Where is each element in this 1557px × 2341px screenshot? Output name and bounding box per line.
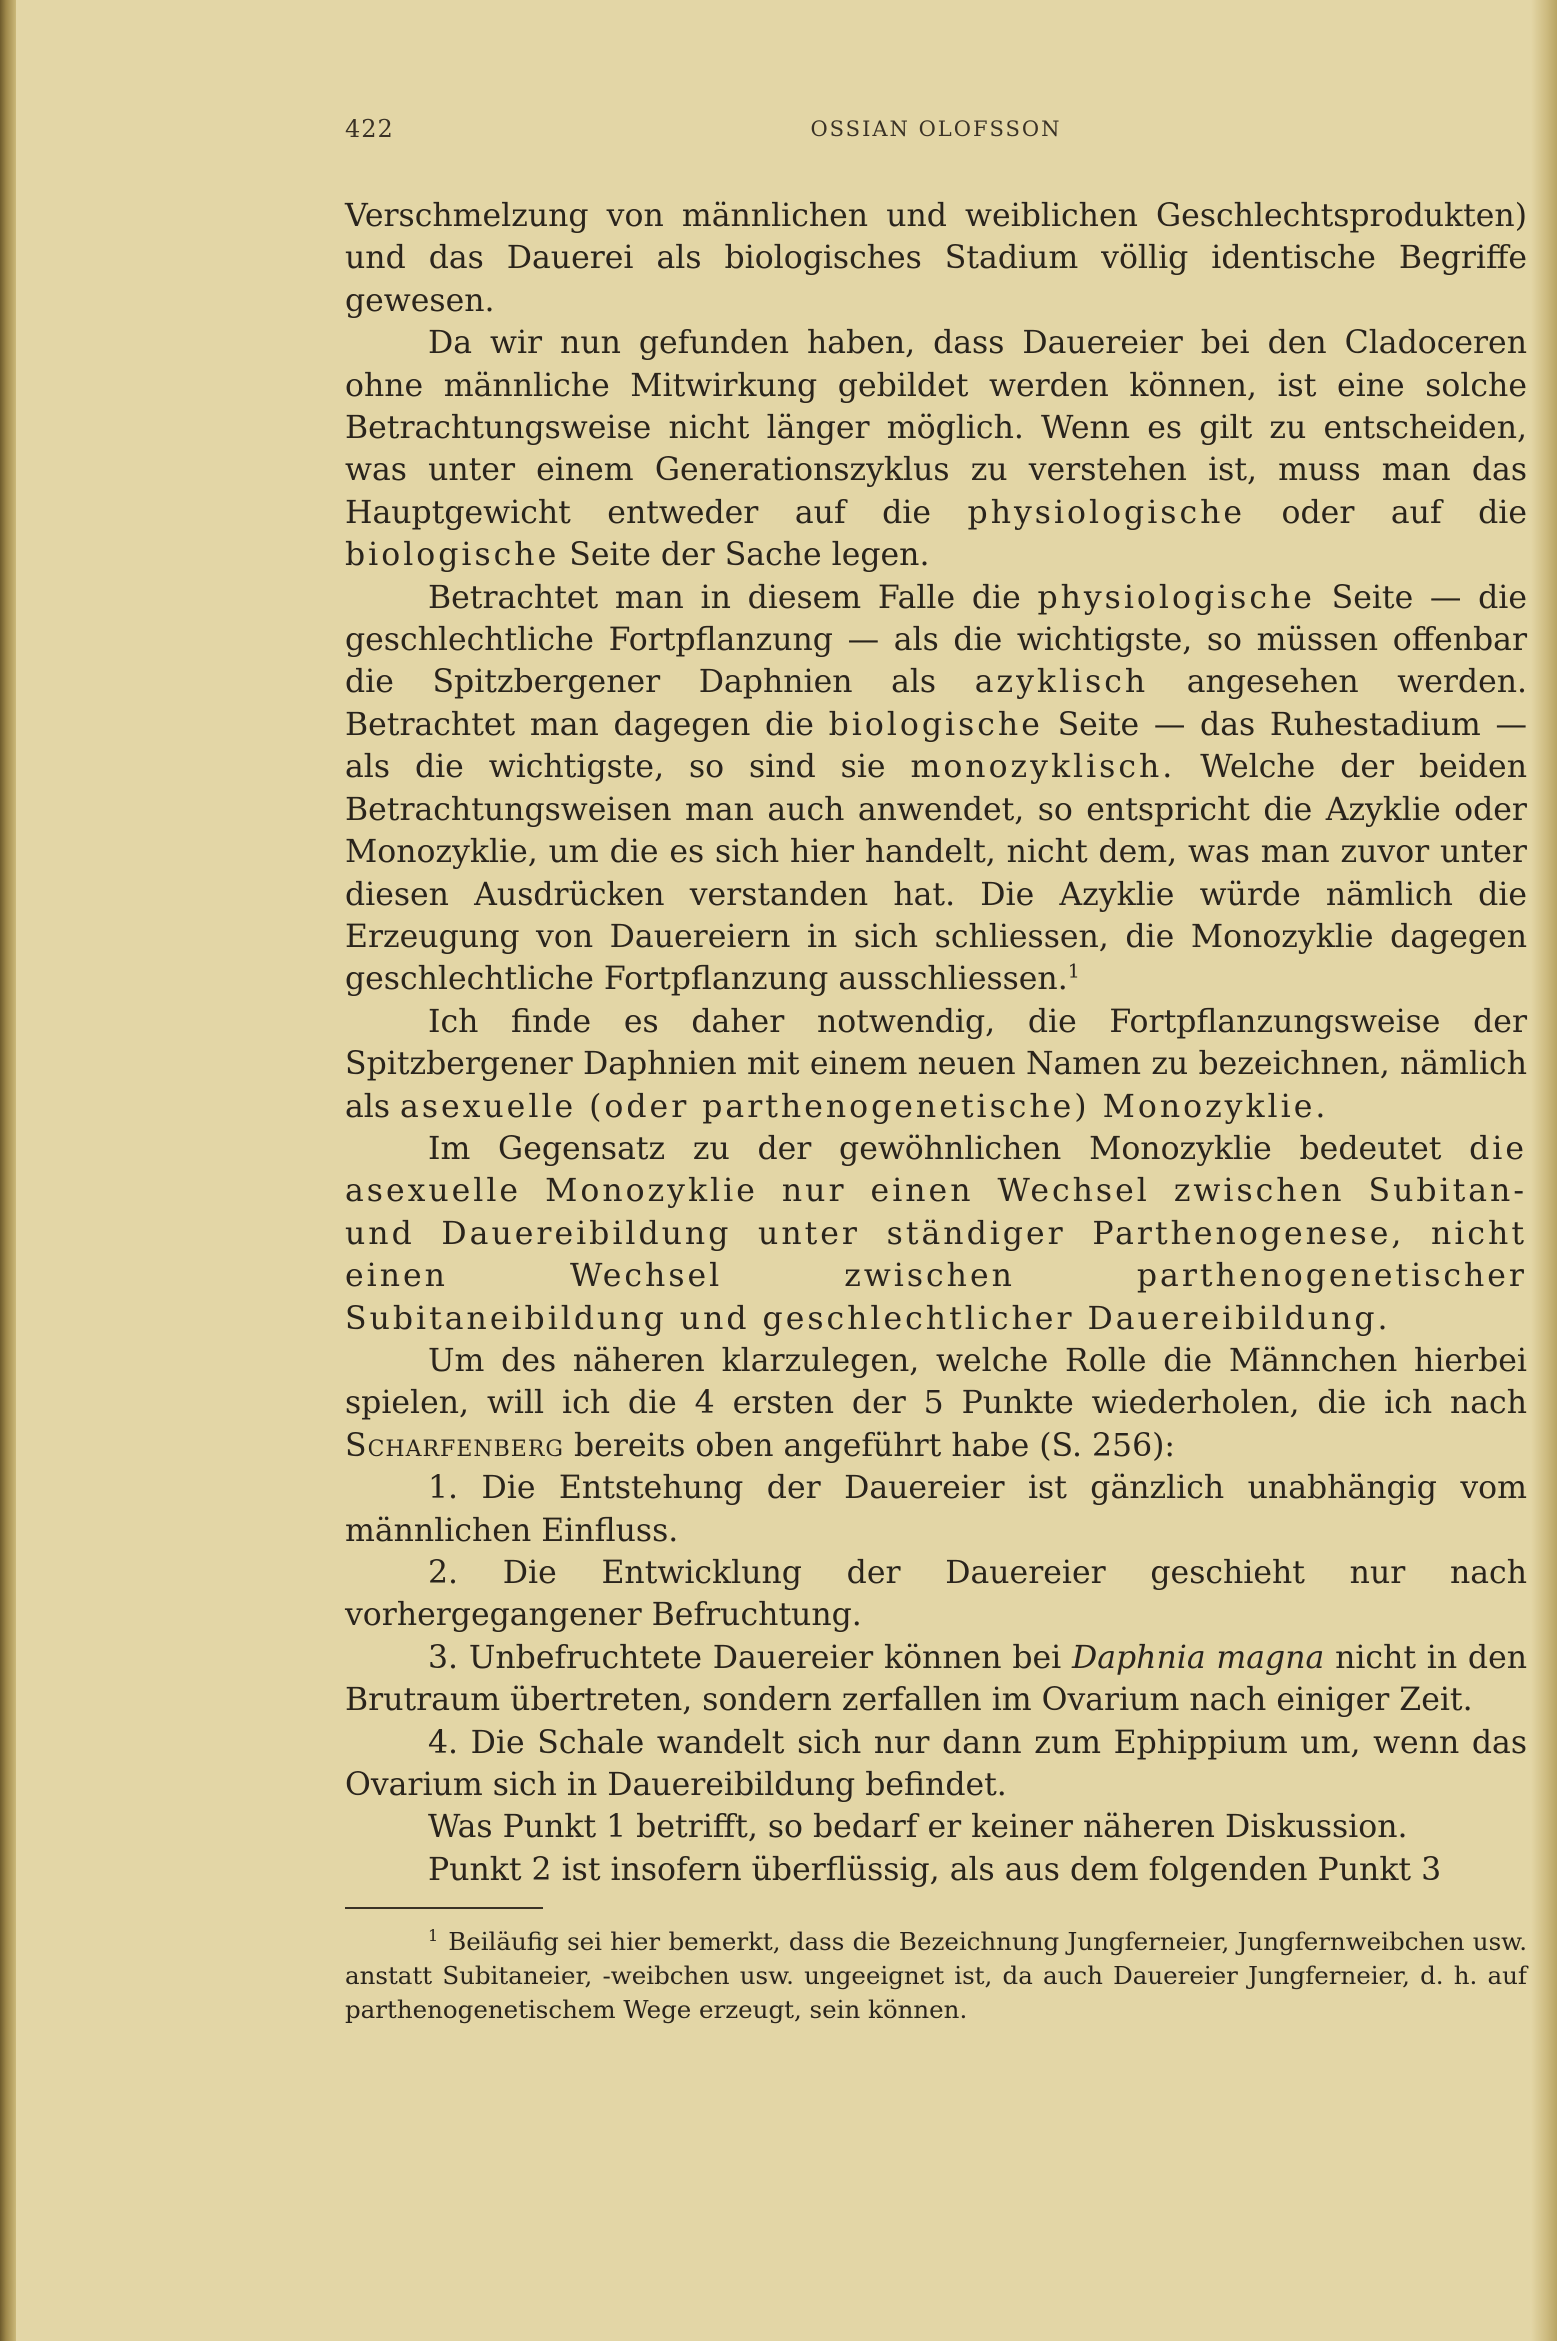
footnote-mark: 1 bbox=[428, 1926, 439, 1946]
emphasis-physiologische: physiologische bbox=[1037, 579, 1315, 616]
paragraph-5: Im Gegensatz zu der gewöhnlichen Monozyklie bedeutet die asexuelle Monozyklie nur einen Wechsel zwischen Subitan- und Dauereibildung unter ständiger Parthenogenese, nicht einen Wechsel zwischen parthenogenetischer Subitaneibildung und geschlechtlicher Dauereibildung. bbox=[345, 1130, 1527, 1337]
emphasis-biologische: biologische bbox=[828, 706, 1043, 743]
paragraph-8: Punkt 2 ist insofern überflüssig, als aus dem folgenden Punkt 3 bbox=[428, 1851, 1442, 1888]
paragraph-4: Ich finde es daher notwendig, die Fortpflanzungsweise der Spitzbergener Daphnien mit einem neuen Namen zu bezeichnen, nämlich als asexuelle (oder parthenogenetische) Monozyklie. bbox=[345, 1003, 1527, 1125]
page-number: 422 bbox=[345, 115, 394, 143]
running-head: OSSIAN OLOFSSON bbox=[810, 117, 1062, 141]
emphasis-azyklisch: azyklisch bbox=[974, 664, 1149, 701]
list-item-1: 1. Die Entstehung der Dauereier ist gänzlich unabhängig vom männlichen Einfluss. bbox=[345, 1470, 1527, 1549]
emphasis-asexuelle-monozyklie: asexuelle (oder parthenogenetische) Monozyklie. bbox=[400, 1088, 1329, 1125]
book-page bbox=[345, 115, 1527, 2027]
page-edge-shadow bbox=[1531, 0, 1557, 2341]
author-name-scharfenberg: Scharfenberg bbox=[345, 1427, 564, 1464]
list-item-3: 3. Unbefruchtete Dauereier können bei Daphnia magna nicht in den Brutraum übertreten, sondern zerfallen im Ovarium nach einiger Zeit. bbox=[345, 1639, 1528, 1719]
body-text bbox=[345, 195, 1527, 1891]
paragraph-7: Was Punkt 1 betrifft, so bedarf er keiner näheren Diskussion. bbox=[428, 1809, 1408, 1846]
footnote-reference: 1 bbox=[1067, 960, 1080, 983]
page-header bbox=[345, 115, 1527, 145]
paragraph-2: Da wir nun gefunden haben, dass Dauereier bei den Cladoceren ohne männliche Mitwirkung gebildet werden können, ist eine solche Betrachtungsweise nicht länger möglich. Wenn es gilt zu entscheiden, was unter einem Generationszyklus zu verstehen ist, muss man das Hauptgewicht entweder auf die physiologische oder auf die biologische Seite der Sache legen. bbox=[345, 325, 1528, 574]
paragraph-6: Um des näheren klarzulegen, welche Rolle die Männchen hierbei spielen, will ich die 4 ersten der 5 Punkte wiederholen, die ich nach Scharfenberg bereits oben angeführt habe (S. 256): bbox=[345, 1342, 1527, 1464]
list-item-4: 4. Die Schale wandelt sich nur dann zum Ephippium um, wenn das Ovarium sich in Dauereibildung befindet. bbox=[345, 1724, 1527, 1804]
emphasis-physiologische: physiologische bbox=[967, 494, 1246, 531]
book-binding-edge bbox=[0, 0, 16, 2341]
footnote-divider bbox=[345, 1907, 543, 1909]
paragraph-3: Betrachtet man in diesem Falle die physiologische Seite — die geschlechtliche Fortpflanzung — als die wichtigste, so müssen offenbar die Spitzbergener Daphnien als azyklisch angesehen werden. Betrachtet man dagegen die biologische Seite — das Ruhestadium — als die wichtigste, so sind sie monozyklisch. Welche der beiden Betrachtungsweisen man auch anwendet, so entspricht die Azyklie oder Monozyklie, um die es sich hier handelt, nicht dem, was man zuvor unter diesen Ausdrücken verstanden hat. Die Azyklie würde nämlich die Erzeugung von Dauereiern in sich schliessen, die Monozyklie dagegen geschlechtliche Fortpflanzung ausschliessen.$^1$ bbox=[345, 579, 1528, 998]
emphasis-biologische: biologische bbox=[345, 537, 560, 574]
emphasis-monozyklisch: monozyklisch. bbox=[910, 749, 1176, 786]
paragraph-1: Verschmelzung von männlichen und weiblichen Geschlechtsprodukten) und das Dauerei als biologisches Stadium völlig identische Begriffe gewesen. bbox=[345, 198, 1527, 319]
footnote-1: $^1$ Beiläufig sei hier bemerkt, dass die Bezeichnung Jungferneier, Jungfernweibchen usw. anstatt Subitaneier, -weibchen usw. ungeeignet ist, da auch Dauereier Jungferneier, d. h. auf parthenogenetischem Wege erzeugt, sein können. bbox=[345, 1926, 1527, 2025]
footnotes bbox=[345, 1925, 1527, 2027]
emphasis-definition: die asexuelle Monozyklie nur einen Wechsel zwischen Subitan- und Dauereibildung unter ständiger Parthenogenese, nicht einen Wechsel zwischen parthenogenetischer Subitaneibildung und geschlechtlicher Dauereibildung. bbox=[345, 1130, 1527, 1337]
species-name: Daphnia magna bbox=[1071, 1639, 1325, 1676]
list-item-2: 2. Die Entwicklung der Dauereier geschieht nur nach vorhergegangener Befruchtung. bbox=[345, 1555, 1527, 1634]
